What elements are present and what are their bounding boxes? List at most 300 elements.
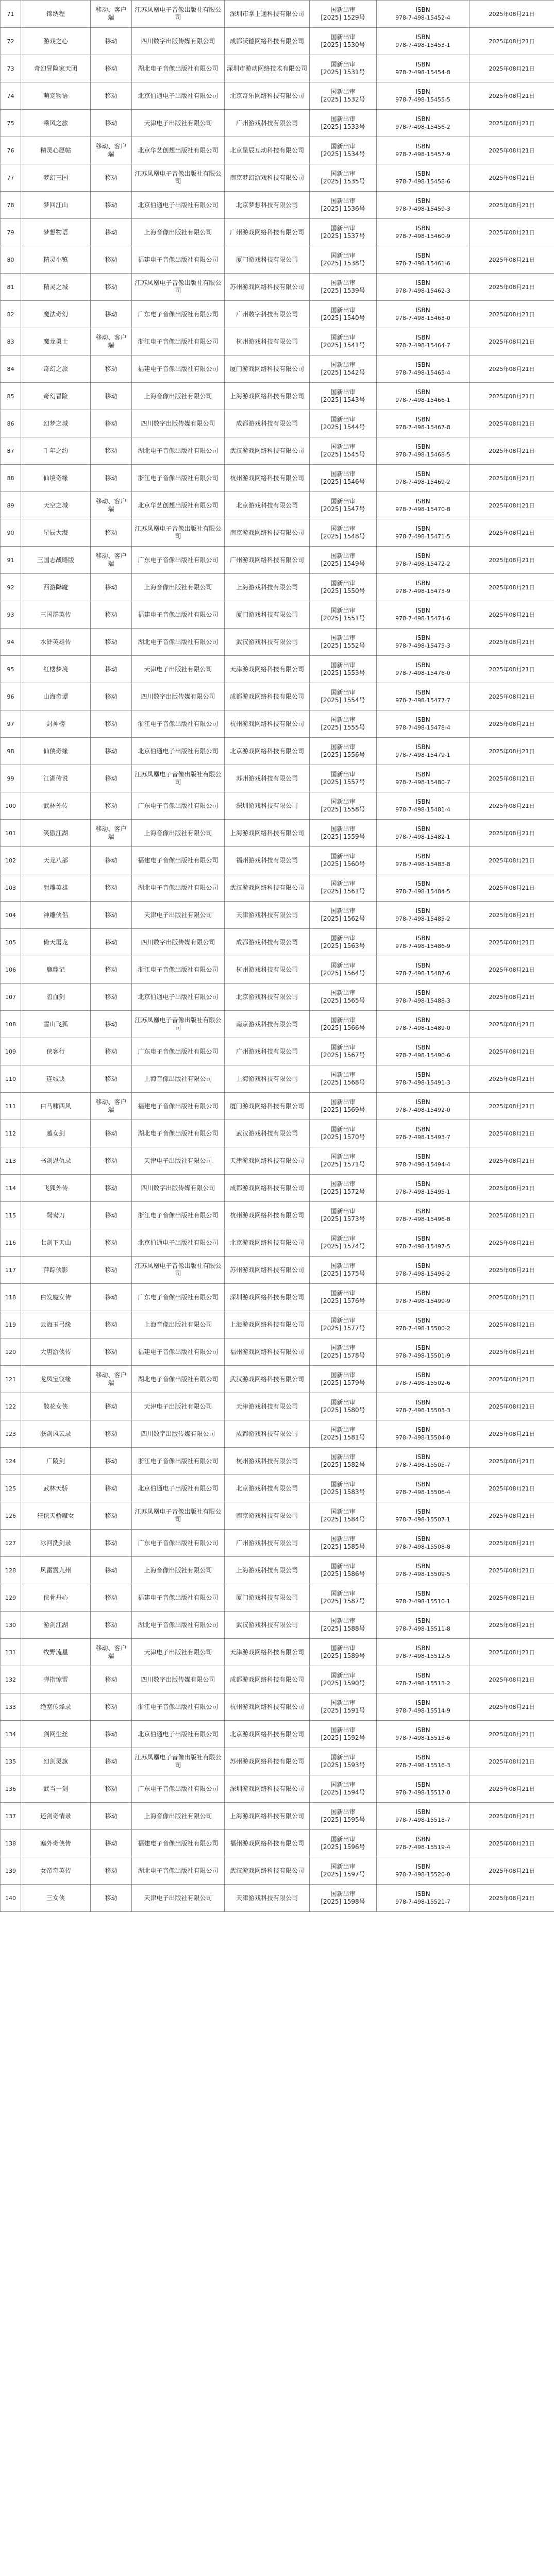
isbn-cell (377, 1530, 469, 1557)
table-row (1, 1257, 554, 1284)
isbn-number: 978-7-498-15471-5 (395, 533, 450, 540)
isbn-label: ISBN (415, 1426, 430, 1433)
isbn-number: 978-7-498-15512-5 (395, 1653, 450, 1659)
table-row (1, 656, 554, 683)
publisher-name: 福建电子音像出版社有限公司 (132, 1584, 225, 1612)
approval-code: [2025] 1545号 (321, 451, 365, 458)
isbn-cell (377, 738, 469, 765)
approval-code: [2025] 1569号 (321, 1106, 365, 1113)
isbn-number: 978-7-498-15478-4 (395, 724, 450, 731)
publisher-name: 福建电子音像出版社有限公司 (132, 1338, 225, 1366)
game-title: 连城诀 (21, 1065, 91, 1093)
table-row (1, 1666, 554, 1693)
row-number: 90 (1, 519, 21, 547)
game-type: 移动 (91, 465, 132, 492)
approval-date: 2025年08月21日 (469, 1584, 554, 1612)
row-number: 134 (1, 1721, 21, 1748)
row-number: 94 (1, 629, 21, 656)
publisher-name: 四川数字出版传媒有限公司 (132, 1175, 225, 1202)
approval-number (310, 1202, 377, 1229)
isbn-cell (377, 1448, 469, 1475)
game-type: 移动 (91, 984, 132, 1011)
approval-label: 国新出审 (330, 689, 356, 696)
approval-number (310, 1011, 377, 1038)
isbn-label: ISBN (415, 6, 430, 13)
game-title: 七剑下天山 (21, 1229, 91, 1257)
isbn-label: ISBN (415, 1699, 430, 1706)
isbn-cell (377, 1666, 469, 1693)
game-type: 移动 (91, 1120, 132, 1147)
publisher-name: 浙江电子音像出版社有限公司 (132, 956, 225, 984)
isbn-number: 978-7-498-15475-3 (395, 642, 450, 649)
game-type: 移动 (91, 1612, 132, 1639)
isbn-number: 978-7-498-15456-2 (395, 124, 450, 130)
table-row (1, 765, 554, 792)
isbn-label: ISBN (415, 279, 430, 286)
publisher-name: 江苏凤凰电子音像出版社有限公司 (132, 1748, 225, 1775)
approval-label: 国新出审 (330, 470, 356, 478)
approval-date: 2025年08月21日 (469, 1311, 554, 1338)
publisher-name: 江苏凤凰电子音像出版社有限公司 (132, 1011, 225, 1038)
approval-number (310, 1093, 377, 1120)
isbn-cell (377, 792, 469, 820)
isbn-cell (377, 1639, 469, 1666)
table-row (1, 1448, 554, 1475)
publisher-name: 湖北电子音像出版社有限公司 (132, 437, 225, 465)
approval-date: 2025年08月21日 (469, 164, 554, 192)
game-type: 移动、客户端 (91, 492, 132, 519)
isbn-number: 978-7-498-15483-8 (395, 861, 450, 868)
game-type: 移动 (91, 274, 132, 301)
row-number: 78 (1, 192, 21, 219)
row-number: 74 (1, 82, 21, 110)
approval-code: [2025] 1564号 (321, 970, 365, 977)
operator-name: 北京游戏网络科技有限公司 (225, 738, 310, 765)
operator-name: 成都游戏网络科技有限公司 (225, 1175, 310, 1202)
game-type: 移动 (91, 574, 132, 601)
approval-date: 2025年08月21日 (469, 1284, 554, 1311)
approval-date: 2025年08月21日 (469, 1393, 554, 1420)
publisher-name: 北京伯通电子出版社有限公司 (132, 1721, 225, 1748)
approval-label: 国新出审 (330, 1672, 356, 1679)
row-number: 79 (1, 219, 21, 246)
isbn-number: 978-7-498-15485-2 (395, 916, 450, 922)
game-title: 三女侠 (21, 1885, 91, 1912)
approval-code: [2025] 1529号 (321, 14, 365, 21)
table-row (1, 1366, 554, 1393)
table-row (1, 1557, 554, 1584)
approval-code: [2025] 1572号 (321, 1188, 365, 1195)
isbn-cell (377, 110, 469, 137)
approval-code: [2025] 1586号 (321, 1570, 365, 1578)
isbn-cell (377, 1803, 469, 1830)
approval-date: 2025年08月21日 (469, 710, 554, 738)
isbn-label: ISBN (415, 1645, 430, 1652)
publisher-name: 福建电子音像出版社有限公司 (132, 601, 225, 629)
isbn-number: 978-7-498-15488-3 (395, 997, 450, 1004)
isbn-cell (377, 847, 469, 874)
row-number: 95 (1, 656, 21, 683)
approval-date: 2025年08月21日 (469, 765, 554, 792)
approval-number (310, 383, 377, 410)
approval-number (310, 929, 377, 956)
approval-label: 国新出审 (330, 1426, 356, 1433)
operator-name: 深圳游戏科技有限公司 (225, 792, 310, 820)
isbn-number: 978-7-498-15480-7 (395, 779, 450, 786)
row-number: 121 (1, 1366, 21, 1393)
isbn-number: 978-7-498-15513-2 (395, 1680, 450, 1687)
approval-number (310, 301, 377, 328)
operator-name: 成都游戏网络科技有限公司 (225, 1666, 310, 1693)
isbn-label: ISBN (415, 1016, 430, 1024)
table-row (1, 1803, 554, 1830)
approval-label: 国新出审 (330, 1535, 356, 1543)
game-type: 移动 (91, 683, 132, 710)
isbn-label: ISBN (415, 1290, 430, 1297)
approval-number (310, 792, 377, 820)
isbn-number: 978-7-498-15504-0 (395, 1434, 450, 1441)
approval-number (310, 956, 377, 984)
approval-number (310, 1065, 377, 1093)
operator-name: 深圳市掌上通科技有限公司 (225, 1, 310, 28)
publisher-name: 四川数字出版传媒有限公司 (132, 929, 225, 956)
game-type: 移动 (91, 519, 132, 547)
game-type: 移动 (91, 1065, 132, 1093)
approval-code: [2025] 1555号 (321, 724, 365, 731)
operator-name: 厦门游戏网络科技有限公司 (225, 355, 310, 383)
isbn-cell (377, 1011, 469, 1038)
isbn-number: 978-7-498-15482-1 (395, 834, 450, 840)
game-title: 奇幻冒险 (21, 383, 91, 410)
approval-label: 国新出审 (330, 1863, 356, 1870)
isbn-cell (377, 1147, 469, 1175)
row-number: 86 (1, 410, 21, 437)
game-type: 移动 (91, 710, 132, 738)
approval-date: 2025年08月21日 (469, 328, 554, 355)
publisher-name: 浙江电子音像出版社有限公司 (132, 710, 225, 738)
approval-label: 国新出审 (330, 989, 356, 996)
isbn-number: 978-7-498-15462-3 (395, 287, 450, 294)
isbn-number: 978-7-498-15469-2 (395, 479, 450, 485)
publisher-name: 江苏凤凰电子音像出版社有限公司 (132, 519, 225, 547)
approval-code: [2025] 1556号 (321, 751, 365, 758)
publisher-name: 广东电子音像出版社有限公司 (132, 1284, 225, 1311)
game-title: 幻梦之城 (21, 410, 91, 437)
approval-number (310, 328, 377, 355)
game-title: 仙侠奇缘 (21, 738, 91, 765)
approval-number (310, 1885, 377, 1912)
isbn-cell (377, 383, 469, 410)
isbn-number: 978-7-498-15452-4 (395, 14, 450, 21)
publisher-name: 北京伯通电子出版社有限公司 (132, 82, 225, 110)
approval-date: 2025年08月21日 (469, 137, 554, 164)
operator-name: 广州游戏网络科技有限公司 (225, 219, 310, 246)
isbn-cell (377, 1284, 469, 1311)
approval-date: 2025年08月21日 (469, 601, 554, 629)
publisher-name: 四川数字出版传媒有限公司 (132, 28, 225, 55)
isbn-cell (377, 574, 469, 601)
game-title: 越女剑 (21, 1120, 91, 1147)
isbn-label: ISBN (415, 853, 430, 860)
game-type: 移动 (91, 874, 132, 902)
row-number: 96 (1, 683, 21, 710)
approval-number (310, 984, 377, 1011)
operator-name: 福州游戏科技有限公司 (225, 847, 310, 874)
approval-code: [2025] 1584号 (321, 1516, 365, 1523)
publisher-name: 福建电子音像出版社有限公司 (132, 1093, 225, 1120)
game-type: 移动、客户端 (91, 1, 132, 28)
isbn-number: 978-7-498-15454-8 (395, 69, 450, 76)
isbn-cell (377, 274, 469, 301)
isbn-number: 978-7-498-15486-9 (395, 943, 450, 950)
isbn-number: 978-7-498-15477-7 (395, 697, 450, 704)
isbn-number: 978-7-498-15458-6 (395, 178, 450, 185)
approval-code: [2025] 1581号 (321, 1434, 365, 1441)
row-number: 139 (1, 1857, 21, 1885)
game-title: 还剑奇情录 (21, 1803, 91, 1830)
row-number: 111 (1, 1093, 21, 1120)
isbn-label: ISBN (415, 1071, 430, 1078)
isbn-label: ISBN (415, 1726, 430, 1734)
operator-name: 苏州游戏科技有限公司 (225, 765, 310, 792)
row-number: 124 (1, 1448, 21, 1475)
game-title: 鹿鼎记 (21, 956, 91, 984)
game-type: 移动 (91, 956, 132, 984)
approval-label: 国新出审 (330, 552, 356, 560)
approval-label: 国新出审 (330, 1180, 356, 1188)
approval-code: [2025] 1596号 (321, 1843, 365, 1851)
table-row (1, 1065, 554, 1093)
approval-number (310, 28, 377, 55)
publisher-name: 湖北电子音像出版社有限公司 (132, 1120, 225, 1147)
approval-date: 2025年08月21日 (469, 683, 554, 710)
operator-name: 福州游戏网络科技有限公司 (225, 1830, 310, 1857)
row-number: 76 (1, 137, 21, 164)
isbn-label: ISBN (415, 962, 430, 969)
game-type: 移动 (91, 1284, 132, 1311)
isbn-label: ISBN (415, 1563, 430, 1570)
publisher-name: 江苏凤凰电子音像出版社有限公司 (132, 1, 225, 28)
approval-code: [2025] 1549号 (321, 560, 365, 567)
approval-code: [2025] 1592号 (321, 1734, 365, 1741)
approval-date: 2025年08月21日 (469, 110, 554, 137)
approval-label: 国新出审 (330, 1890, 356, 1897)
approval-number (310, 137, 377, 164)
table-row (1, 1147, 554, 1175)
game-title: 女帝奇英传 (21, 1857, 91, 1885)
game-type: 移动 (91, 1885, 132, 1912)
game-title: 红楼梦境 (21, 656, 91, 683)
operator-name: 广州游戏科技有限公司 (225, 1038, 310, 1065)
row-number: 113 (1, 1147, 21, 1175)
game-type: 移动 (91, 1393, 132, 1420)
game-title: 大唐游侠传 (21, 1338, 91, 1366)
approval-label: 国新出审 (330, 498, 356, 505)
approval-label: 国新出审 (330, 1098, 356, 1106)
game-title: 云海玉弓缘 (21, 1311, 91, 1338)
row-number: 92 (1, 574, 21, 601)
row-number: 72 (1, 28, 21, 55)
approval-number (310, 656, 377, 683)
game-title: 书剑恩仇录 (21, 1147, 91, 1175)
game-type: 移动 (91, 383, 132, 410)
isbn-label: ISBN (415, 361, 430, 368)
isbn-number: 978-7-498-15511-8 (395, 1625, 450, 1632)
game-type: 移动 (91, 629, 132, 656)
approval-number (310, 1748, 377, 1775)
game-title: 萌宠物语 (21, 82, 91, 110)
isbn-number: 978-7-498-15484-5 (395, 888, 450, 895)
isbn-label: ISBN (415, 1262, 430, 1269)
isbn-cell (377, 765, 469, 792)
game-title: 风雷震九州 (21, 1557, 91, 1584)
isbn-label: ISBN (415, 1481, 430, 1488)
approval-date: 2025年08月21日 (469, 82, 554, 110)
game-type: 移动 (91, 902, 132, 929)
isbn-label: ISBN (415, 1153, 430, 1160)
game-title: 天龙八部 (21, 847, 91, 874)
row-number: 75 (1, 110, 21, 137)
approval-label: 国新出审 (330, 1371, 356, 1379)
publisher-name: 天津电子出版社有限公司 (132, 1885, 225, 1912)
isbn-number: 978-7-498-15520-0 (395, 1871, 450, 1878)
approval-label: 国新出审 (330, 1699, 356, 1706)
game-title: 武林外传 (21, 792, 91, 820)
approval-label: 国新出审 (330, 1726, 356, 1734)
game-title: 飞狐外传 (21, 1175, 91, 1202)
approval-code: [2025] 1560号 (321, 860, 365, 868)
isbn-cell (377, 1721, 469, 1748)
game-title: 武当一剑 (21, 1775, 91, 1803)
approval-number (310, 683, 377, 710)
row-number: 83 (1, 328, 21, 355)
approval-date: 2025年08月21日 (469, 301, 554, 328)
isbn-number: 978-7-498-15516-3 (395, 1762, 450, 1769)
row-number: 127 (1, 1530, 21, 1557)
isbn-label: ISBN (415, 634, 430, 641)
game-type: 移动 (91, 765, 132, 792)
game-type: 移动、客户端 (91, 820, 132, 847)
table-row (1, 874, 554, 902)
isbn-number: 978-7-498-15464-7 (395, 342, 450, 349)
publisher-name: 上海音像出版社有限公司 (132, 1311, 225, 1338)
row-number: 135 (1, 1748, 21, 1775)
approval-code: [2025] 1567号 (321, 1052, 365, 1059)
table-row (1, 192, 554, 219)
isbn-number: 978-7-498-15517-0 (395, 1789, 450, 1796)
approval-date: 2025年08月21日 (469, 1803, 554, 1830)
operator-name: 上海游戏网络科技有限公司 (225, 1311, 310, 1338)
approval-date: 2025年08月21日 (469, 55, 554, 82)
isbn-label: ISBN (415, 33, 430, 41)
isbn-number: 978-7-498-15497-5 (395, 1243, 450, 1250)
game-type: 移动 (91, 1147, 132, 1175)
publisher-name: 江苏凤凰电子音像出版社有限公司 (132, 1257, 225, 1284)
game-title: 魔龙勇士 (21, 328, 91, 355)
operator-name: 天津游戏网络科技有限公司 (225, 1639, 310, 1666)
operator-name: 上海游戏网络科技有限公司 (225, 820, 310, 847)
approval-number (310, 55, 377, 82)
table-row (1, 1530, 554, 1557)
publisher-name: 福建电子音像出版社有限公司 (132, 1830, 225, 1857)
approval-code: [2025] 1589号 (321, 1652, 365, 1659)
approval-number (310, 601, 377, 629)
row-number: 107 (1, 984, 21, 1011)
approval-code: [2025] 1550号 (321, 587, 365, 595)
approval-label: 国新出审 (330, 1808, 356, 1816)
table-row (1, 1885, 554, 1912)
operator-name: 苏州游戏网络科技有限公司 (225, 1748, 310, 1775)
game-type: 移动 (91, 355, 132, 383)
approval-label: 国新出审 (330, 1617, 356, 1624)
table-row (1, 519, 554, 547)
approval-number (310, 1584, 377, 1612)
approval-label: 国新出审 (330, 1590, 356, 1597)
isbn-cell (377, 1830, 469, 1857)
approval-number (310, 1803, 377, 1830)
publisher-name: 浙江电子音像出版社有限公司 (132, 1693, 225, 1721)
game-title: 侠客行 (21, 1038, 91, 1065)
row-number: 71 (1, 1, 21, 28)
isbn-label: ISBN (415, 1208, 430, 1215)
game-title: 奇幻冒险家天团 (21, 55, 91, 82)
approval-code: [2025] 1583号 (321, 1488, 365, 1496)
approval-label: 国新出审 (330, 634, 356, 641)
isbn-number: 978-7-498-15500-2 (395, 1325, 450, 1332)
game-title: 梦想物语 (21, 219, 91, 246)
approval-code: [2025] 1594号 (321, 1789, 365, 1796)
publisher-name: 天津电子出版社有限公司 (132, 1393, 225, 1420)
isbn-cell (377, 492, 469, 519)
game-type: 移动 (91, 1202, 132, 1229)
isbn-number: 978-7-498-15459-3 (395, 206, 450, 212)
operator-name: 深圳游戏网络科技有限公司 (225, 1284, 310, 1311)
publisher-name: 江苏凤凰电子音像出版社有限公司 (132, 274, 225, 301)
operator-name: 天津游戏科技有限公司 (225, 1393, 310, 1420)
table-row (1, 1502, 554, 1530)
approval-number (310, 192, 377, 219)
approval-number (310, 765, 377, 792)
table-row (1, 1748, 554, 1775)
table-row (1, 355, 554, 383)
row-number: 81 (1, 274, 21, 301)
isbn-label: ISBN (415, 1590, 430, 1597)
approval-code: [2025] 1559号 (321, 833, 365, 840)
operator-name: 武汉游戏科技有限公司 (225, 629, 310, 656)
row-number: 109 (1, 1038, 21, 1065)
approval-label: 国新出审 (330, 716, 356, 723)
game-title: 山海奇谭 (21, 683, 91, 710)
approval-label: 国新出审 (330, 1563, 356, 1570)
isbn-number: 978-7-498-15472-2 (395, 561, 450, 567)
table-row (1, 956, 554, 984)
table-body (1, 1, 554, 1912)
publisher-name: 浙江电子音像出版社有限公司 (132, 328, 225, 355)
table-row (1, 82, 554, 110)
approval-code: [2025] 1536号 (321, 205, 365, 212)
operator-name: 北京梦想科技有限公司 (225, 192, 310, 219)
approval-code: [2025] 1547号 (321, 505, 365, 513)
operator-name: 杭州游戏科技有限公司 (225, 328, 310, 355)
approval-number (310, 82, 377, 110)
approval-code: [2025] 1532号 (321, 96, 365, 103)
table-row (1, 492, 554, 519)
isbn-cell (377, 328, 469, 355)
approval-label: 国新出审 (330, 1208, 356, 1215)
approval-label: 国新出审 (330, 1262, 356, 1269)
approval-date: 2025年08月21日 (469, 1693, 554, 1721)
operator-name: 杭州游戏网络科技有限公司 (225, 465, 310, 492)
